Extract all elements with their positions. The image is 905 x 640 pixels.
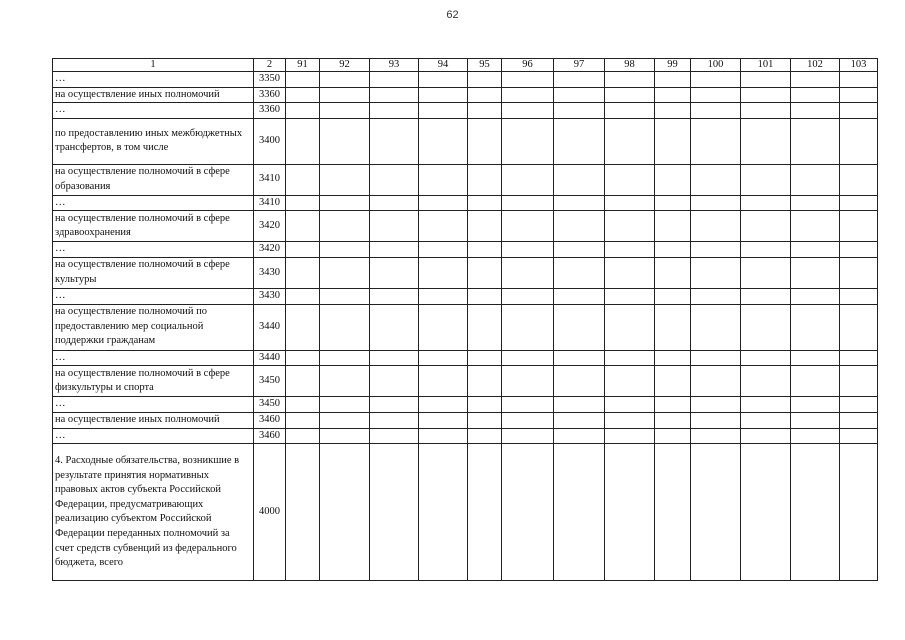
data-cell <box>320 288 370 304</box>
data-cell <box>605 412 655 428</box>
row-label: по предоставлению иных межбюджетных трансфертов, в том числе <box>53 118 254 164</box>
table-row <box>53 103 878 119</box>
data-cell <box>655 118 691 164</box>
data-cell <box>502 444 554 581</box>
data-cell <box>468 288 502 304</box>
data-cell <box>554 257 605 288</box>
data-cell <box>286 195 320 211</box>
data-cell <box>840 211 878 242</box>
data-cell <box>655 242 691 258</box>
data-cell <box>419 211 468 242</box>
data-cell <box>320 257 370 288</box>
data-cell <box>741 195 791 211</box>
data-cell <box>320 87 370 103</box>
data-cell <box>691 195 741 211</box>
data-cell <box>741 304 791 350</box>
data-cell <box>370 103 419 119</box>
data-cell <box>691 103 741 119</box>
row-label: … <box>53 428 254 444</box>
data-cell <box>370 257 419 288</box>
row-code: 3360 <box>254 103 286 119</box>
data-cell <box>791 444 840 581</box>
data-cell <box>468 428 502 444</box>
row-label: на осуществление иных полномочий <box>53 87 254 103</box>
column-header: 91 <box>286 59 320 72</box>
data-cell <box>791 242 840 258</box>
data-cell <box>320 195 370 211</box>
data-cell <box>370 412 419 428</box>
data-cell <box>605 211 655 242</box>
data-cell <box>605 118 655 164</box>
column-header: 103 <box>840 59 878 72</box>
data-cell <box>840 412 878 428</box>
data-cell <box>468 242 502 258</box>
data-cell <box>741 72 791 88</box>
data-cell <box>655 103 691 119</box>
data-cell <box>419 195 468 211</box>
column-header: 96 <box>502 59 554 72</box>
data-cell <box>741 412 791 428</box>
data-cell <box>502 288 554 304</box>
data-cell <box>502 304 554 350</box>
data-cell <box>370 288 419 304</box>
data-cell <box>605 444 655 581</box>
row-label: … <box>53 288 254 304</box>
data-cell <box>554 428 605 444</box>
data-cell <box>502 257 554 288</box>
data-cell <box>840 444 878 581</box>
data-cell <box>468 304 502 350</box>
data-cell <box>370 444 419 581</box>
data-cell <box>741 428 791 444</box>
data-cell <box>691 288 741 304</box>
column-header: 101 <box>741 59 791 72</box>
data-cell <box>554 412 605 428</box>
data-cell <box>840 350 878 366</box>
data-cell <box>320 366 370 397</box>
data-cell <box>840 242 878 258</box>
data-cell <box>840 288 878 304</box>
data-cell <box>791 397 840 413</box>
table-row <box>53 164 878 195</box>
data-cell <box>605 366 655 397</box>
data-cell <box>741 118 791 164</box>
data-cell <box>419 72 468 88</box>
data-cell <box>554 350 605 366</box>
data-cell <box>791 164 840 195</box>
table-row <box>53 118 878 164</box>
data-cell <box>691 211 741 242</box>
data-cell <box>320 103 370 119</box>
data-cell <box>468 257 502 288</box>
data-cell <box>502 350 554 366</box>
data-cell <box>419 412 468 428</box>
row-code: 3440 <box>254 304 286 350</box>
data-cell <box>791 211 840 242</box>
data-cell <box>554 72 605 88</box>
data-cell <box>691 118 741 164</box>
data-cell <box>286 118 320 164</box>
data-cell <box>286 350 320 366</box>
data-cell <box>840 195 878 211</box>
header-row <box>53 59 878 72</box>
data-cell <box>741 288 791 304</box>
data-cell <box>655 211 691 242</box>
row-code: 3420 <box>254 211 286 242</box>
data-cell <box>691 257 741 288</box>
data-cell <box>502 242 554 258</box>
row-code: 3450 <box>254 366 286 397</box>
data-cell <box>419 288 468 304</box>
data-cell <box>655 288 691 304</box>
table-row <box>53 242 878 258</box>
data-cell <box>554 366 605 397</box>
data-cell <box>554 195 605 211</box>
data-cell <box>554 164 605 195</box>
data-cell <box>554 103 605 119</box>
row-label: на осуществление полномочий по предоставлению мер социальной поддержки гражданам <box>53 304 254 350</box>
data-cell <box>840 304 878 350</box>
data-cell <box>840 397 878 413</box>
data-cell <box>370 397 419 413</box>
data-cell <box>791 304 840 350</box>
data-cell <box>419 242 468 258</box>
data-cell <box>655 366 691 397</box>
data-cell <box>605 72 655 88</box>
data-cell <box>554 444 605 581</box>
data-cell <box>286 72 320 88</box>
row-label: на осуществление полномочий в сфере здравоохранения <box>53 211 254 242</box>
table-row <box>53 366 878 397</box>
data-cell <box>286 164 320 195</box>
data-cell <box>419 428 468 444</box>
table-row <box>53 288 878 304</box>
data-cell <box>370 304 419 350</box>
data-cell <box>502 397 554 413</box>
data-cell <box>419 164 468 195</box>
data-cell <box>370 428 419 444</box>
data-cell <box>605 164 655 195</box>
data-cell <box>502 87 554 103</box>
data-cell <box>468 195 502 211</box>
data-cell <box>502 195 554 211</box>
data-cell <box>741 350 791 366</box>
data-cell <box>370 87 419 103</box>
data-cell <box>370 211 419 242</box>
data-cell <box>468 72 502 88</box>
data-cell <box>320 350 370 366</box>
column-header: 94 <box>419 59 468 72</box>
data-cell <box>370 195 419 211</box>
data-cell <box>502 118 554 164</box>
table-row <box>53 428 878 444</box>
data-cell <box>605 350 655 366</box>
data-cell <box>286 257 320 288</box>
data-cell <box>605 242 655 258</box>
data-cell <box>502 211 554 242</box>
data-cell <box>468 366 502 397</box>
data-cell <box>286 87 320 103</box>
data-cell <box>655 164 691 195</box>
data-cell <box>655 195 691 211</box>
data-cell <box>370 242 419 258</box>
data-cell <box>419 257 468 288</box>
data-cell <box>840 72 878 88</box>
data-cell <box>468 87 502 103</box>
data-cell <box>741 444 791 581</box>
data-cell <box>691 428 741 444</box>
data-cell <box>502 412 554 428</box>
data-cell <box>791 350 840 366</box>
data-cell <box>741 242 791 258</box>
data-cell <box>554 118 605 164</box>
row-code: 3360 <box>254 87 286 103</box>
table-row <box>53 195 878 211</box>
data-cell <box>655 428 691 444</box>
data-cell <box>791 72 840 88</box>
data-cell <box>655 397 691 413</box>
data-cell <box>741 211 791 242</box>
data-cell <box>286 412 320 428</box>
column-header: 2 <box>254 59 286 72</box>
column-header: 95 <box>468 59 502 72</box>
data-cell <box>605 397 655 413</box>
data-cell <box>691 164 741 195</box>
row-code: 3420 <box>254 242 286 258</box>
data-cell <box>691 350 741 366</box>
row-code: 4000 <box>254 444 286 581</box>
data-cell <box>320 72 370 88</box>
row-label: на осуществление полномочий в сфере образования <box>53 164 254 195</box>
data-cell <box>320 428 370 444</box>
data-cell <box>605 103 655 119</box>
data-cell <box>286 397 320 413</box>
row-code: 3430 <box>254 288 286 304</box>
data-cell <box>554 211 605 242</box>
page-number: 62 <box>446 9 459 21</box>
column-header: 98 <box>605 59 655 72</box>
data-cell <box>286 304 320 350</box>
row-label: на осуществление иных полномочий <box>53 412 254 428</box>
data-cell <box>320 164 370 195</box>
data-cell <box>791 195 840 211</box>
data-cell <box>791 288 840 304</box>
column-header: 1 <box>53 59 254 72</box>
row-label: 4. Расходные обязательства, возникшие в результате принятия нормативных правовых актов субъекта Российской Федерации, предусматривающих реализацию субъектом Российской Федерации переданных полномочий за счет средств субвенций из федерального бюджета, всего <box>53 444 254 581</box>
data-cell <box>554 304 605 350</box>
table-row <box>53 87 878 103</box>
data-cell <box>741 366 791 397</box>
data-cell <box>468 444 502 581</box>
table-row <box>53 72 878 88</box>
data-cell <box>605 257 655 288</box>
row-label: … <box>53 350 254 366</box>
data-cell <box>655 444 691 581</box>
data-cell <box>468 118 502 164</box>
row-label: … <box>53 195 254 211</box>
data-cell <box>286 288 320 304</box>
data-cell <box>741 164 791 195</box>
table-row <box>53 412 878 428</box>
data-cell <box>605 304 655 350</box>
data-cell <box>554 242 605 258</box>
column-header: 97 <box>554 59 605 72</box>
data-cell <box>286 211 320 242</box>
data-cell <box>502 428 554 444</box>
data-cell <box>840 103 878 119</box>
data-cell <box>791 87 840 103</box>
data-cell <box>655 72 691 88</box>
data-cell <box>554 288 605 304</box>
data-cell <box>791 118 840 164</box>
row-label: … <box>53 72 254 88</box>
row-code: 3410 <box>254 195 286 211</box>
data-cell <box>502 366 554 397</box>
data-cell <box>286 444 320 581</box>
data-cell <box>840 164 878 195</box>
data-cell <box>286 242 320 258</box>
data-cell <box>605 195 655 211</box>
data-cell <box>605 87 655 103</box>
data-cell <box>419 103 468 119</box>
data-cell <box>370 164 419 195</box>
row-code: 3400 <box>254 118 286 164</box>
data-cell <box>320 412 370 428</box>
data-cell <box>691 444 741 581</box>
table-row <box>53 211 878 242</box>
data-cell <box>286 103 320 119</box>
data-cell <box>419 87 468 103</box>
data-cell <box>655 87 691 103</box>
data-cell <box>741 397 791 413</box>
data-cell <box>370 118 419 164</box>
data-cell <box>791 366 840 397</box>
row-label: … <box>53 103 254 119</box>
data-cell <box>286 428 320 444</box>
table-body <box>53 72 878 581</box>
data-cell <box>554 397 605 413</box>
data-cell <box>691 397 741 413</box>
data-cell <box>419 397 468 413</box>
data-cell <box>691 366 741 397</box>
table-row <box>53 304 878 350</box>
data-cell <box>419 444 468 581</box>
data-cell <box>320 118 370 164</box>
data-cell <box>691 412 741 428</box>
data-cell <box>605 428 655 444</box>
row-code: 3460 <box>254 412 286 428</box>
table-row <box>53 397 878 413</box>
row-label: на осуществление полномочий в сфере физкультуры и спорта <box>53 366 254 397</box>
table-row <box>53 350 878 366</box>
data-cell <box>791 412 840 428</box>
data-cell <box>468 397 502 413</box>
row-code: 3350 <box>254 72 286 88</box>
data-cell <box>320 444 370 581</box>
data-cell <box>691 72 741 88</box>
data-cell <box>554 87 605 103</box>
data-cell <box>791 257 840 288</box>
data-cell <box>320 304 370 350</box>
data-cell <box>468 211 502 242</box>
data-cell <box>502 164 554 195</box>
data-cell <box>741 257 791 288</box>
row-code: 3430 <box>254 257 286 288</box>
data-cell <box>502 103 554 119</box>
data-cell <box>655 304 691 350</box>
data-cell <box>419 304 468 350</box>
column-header: 93 <box>370 59 419 72</box>
data-cell <box>468 103 502 119</box>
data-cell <box>840 118 878 164</box>
data-cell <box>840 257 878 288</box>
data-cell <box>419 118 468 164</box>
data-cell <box>419 366 468 397</box>
row-code: 3460 <box>254 428 286 444</box>
row-code: 3450 <box>254 397 286 413</box>
column-header: 92 <box>320 59 370 72</box>
data-cell <box>791 103 840 119</box>
data-cell <box>840 428 878 444</box>
row-label: … <box>53 397 254 413</box>
data-cell <box>655 412 691 428</box>
row-label: на осуществление полномочий в сфере культуры <box>53 257 254 288</box>
data-cell <box>840 87 878 103</box>
column-header: 99 <box>655 59 691 72</box>
data-cell <box>691 304 741 350</box>
data-cell <box>286 366 320 397</box>
data-cell <box>691 242 741 258</box>
data-cell <box>791 428 840 444</box>
data-cell <box>370 72 419 88</box>
data-cell <box>840 366 878 397</box>
data-cell <box>468 164 502 195</box>
data-cell <box>468 350 502 366</box>
data-cell <box>370 350 419 366</box>
table-row <box>53 257 878 288</box>
data-cell <box>320 242 370 258</box>
column-header: 102 <box>791 59 840 72</box>
table-row <box>53 444 878 581</box>
row-label: … <box>53 242 254 258</box>
data-cell <box>320 211 370 242</box>
data-cell <box>605 288 655 304</box>
data-cell <box>741 103 791 119</box>
data-cell <box>655 257 691 288</box>
data-cell <box>655 350 691 366</box>
data-cell <box>320 397 370 413</box>
data-cell <box>502 72 554 88</box>
data-cell <box>419 350 468 366</box>
form-table <box>52 58 878 581</box>
column-header: 100 <box>691 59 741 72</box>
row-code: 3410 <box>254 164 286 195</box>
data-cell <box>370 366 419 397</box>
row-code: 3440 <box>254 350 286 366</box>
data-cell <box>691 87 741 103</box>
data-cell <box>741 87 791 103</box>
data-cell <box>468 412 502 428</box>
